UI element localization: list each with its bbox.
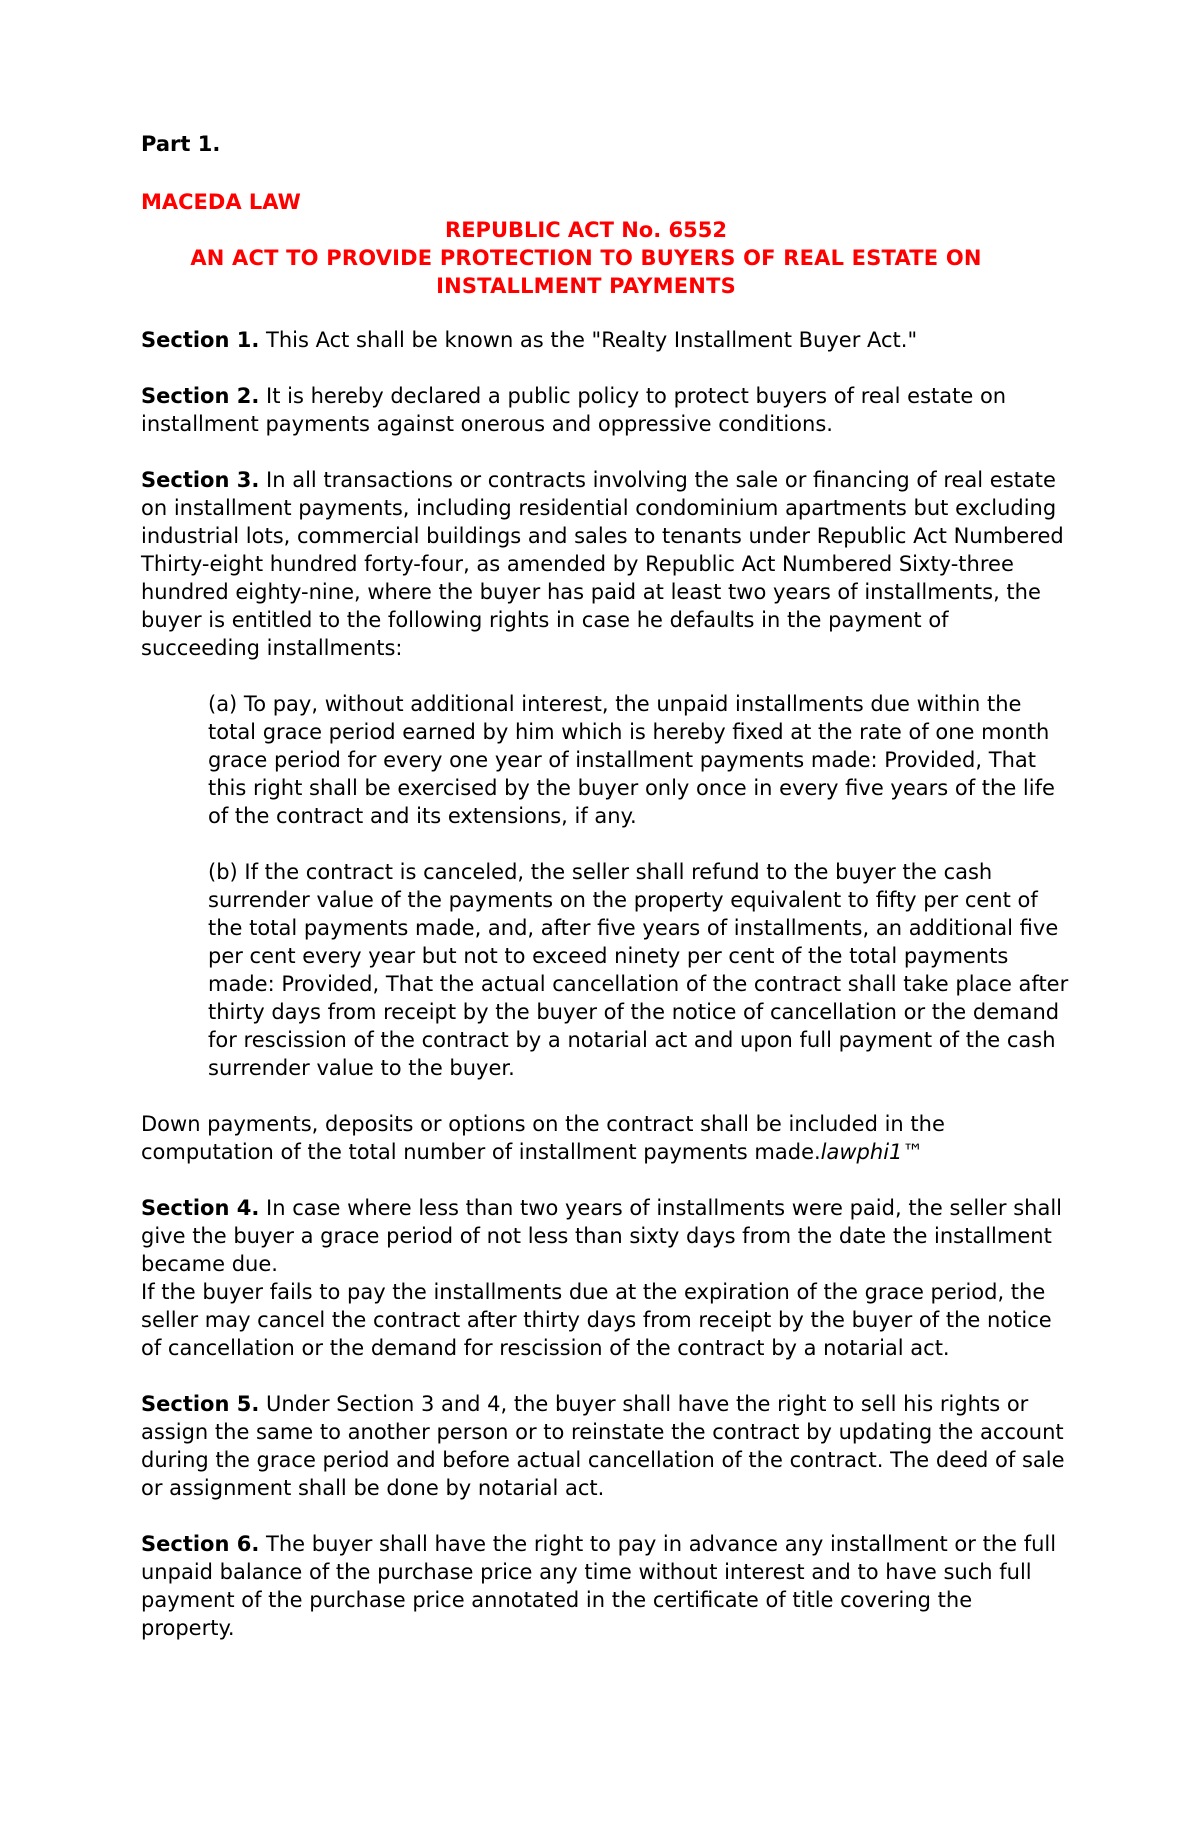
lawphil-mark: lawphi1™ [820, 1140, 924, 1164]
section-3-text: In all transactions or contracts involving the sale or financing of real estate on installment payments, including residential condominium apartments but excluding industrial lots, commercial buildings and sales to tenants under Republic Act Numbered Thirty-eight hundred forty-four, as amended by Republic Act Numbered Sixty-three hundred eighty-nine, where the buyer has paid at least two years of installments, the buyer is entitled to the following rights in case he defaults in the payment of succeeding installments: [141, 468, 1064, 660]
section-3-clause-b: (b) If the contract is canceled, the seller shall refund to the buyer the cash surrender value of the payments on the property equivalent to fifty per cent of the total payments made, and, after five years of installments, an additional five per cent every year but not to exceed ninety per cent of the total payments made: Provided, That the actual cancellation of the contract shall take place after thirty days from receipt by the buyer of the notice of cancellation or the demand for rescission of the contract by a notarial act and upon full payment of the cash surrender value to the buyer. [208, 860, 1069, 1080]
section-1-label: Section 1. [141, 328, 260, 352]
section-3-clause-a: (a) To pay, without additional interest, the unpaid installments due within the total grace period earned by him which is hereby fixed at the rate of one month grace period for every one year of installment payments made: Provided, That this right shall be exercised by the buyer only once in every five years of the life of the contract and its extensions, if any. [208, 692, 1055, 828]
section-5 [141, 1390, 1071, 1502]
section-4-text: In case where less than two years of installments were paid, the seller shall give the buyer a grace period of not less than sixty days from the date the installment became due. [141, 1196, 1062, 1276]
section-2-text: It is hereby declared a public policy to protect buyers of real estate on installment payments against onerous and oppressive conditions. [141, 384, 1007, 436]
section-1-text: This Act shall be known as the "Realty Installment Buyer Act." [259, 328, 918, 352]
down-payments-text: Down payments, deposits or options on the contract shall be included in the computation of the total number of installment payments made. [141, 1112, 945, 1164]
down-payments-paragraph [141, 1110, 1071, 1166]
document-page [141, 130, 1071, 1642]
section-2 [141, 382, 1071, 438]
section-3-label: Section 3. [141, 468, 260, 492]
section-2-label: Section 2. [141, 384, 260, 408]
act-title-line-2: INSTALLMENT PAYMENTS [436, 274, 736, 298]
section-5-text: Under Section 3 and 4, the buyer shall have the right to sell his rights or assign the same to another person or to reinstate the contract by updating the account during the grace period and before actual cancellation of the contract. The deed of sale or assignment shall be done by notarial act. [141, 1392, 1065, 1500]
act-title-line-1: AN ACT TO PROVIDE PROTECTION TO BUYERS OF REAL ESTATE ON [190, 246, 982, 270]
section-6-label: Section 6. [141, 1532, 260, 1556]
act-number: REPUBLIC ACT No. 6552 [445, 218, 727, 242]
section-1 [141, 326, 1071, 354]
section-4 [141, 1194, 1071, 1278]
section-6 [141, 1530, 1071, 1642]
part-heading: Part 1. [141, 132, 221, 156]
section-4-label: Section 4. [141, 1196, 260, 1220]
section-5-label: Section 5. [141, 1392, 260, 1416]
section-4-continuation: If the buyer fails to pay the installments due at the expiration of the grace period, the seller may cancel the contract after thirty days from receipt by the buyer of the notice of cancellation or the demand for rescission of the contract by a notarial act. [141, 1280, 1052, 1360]
section-3 [141, 466, 1071, 662]
section-6-text: The buyer shall have the right to pay in advance any installment or the full unpaid balance of the purchase price any time without interest and to have such full payment of the purchase price annotated in the certificate of title covering the property. [141, 1532, 1057, 1640]
law-name: MACEDA LAW [141, 190, 301, 214]
